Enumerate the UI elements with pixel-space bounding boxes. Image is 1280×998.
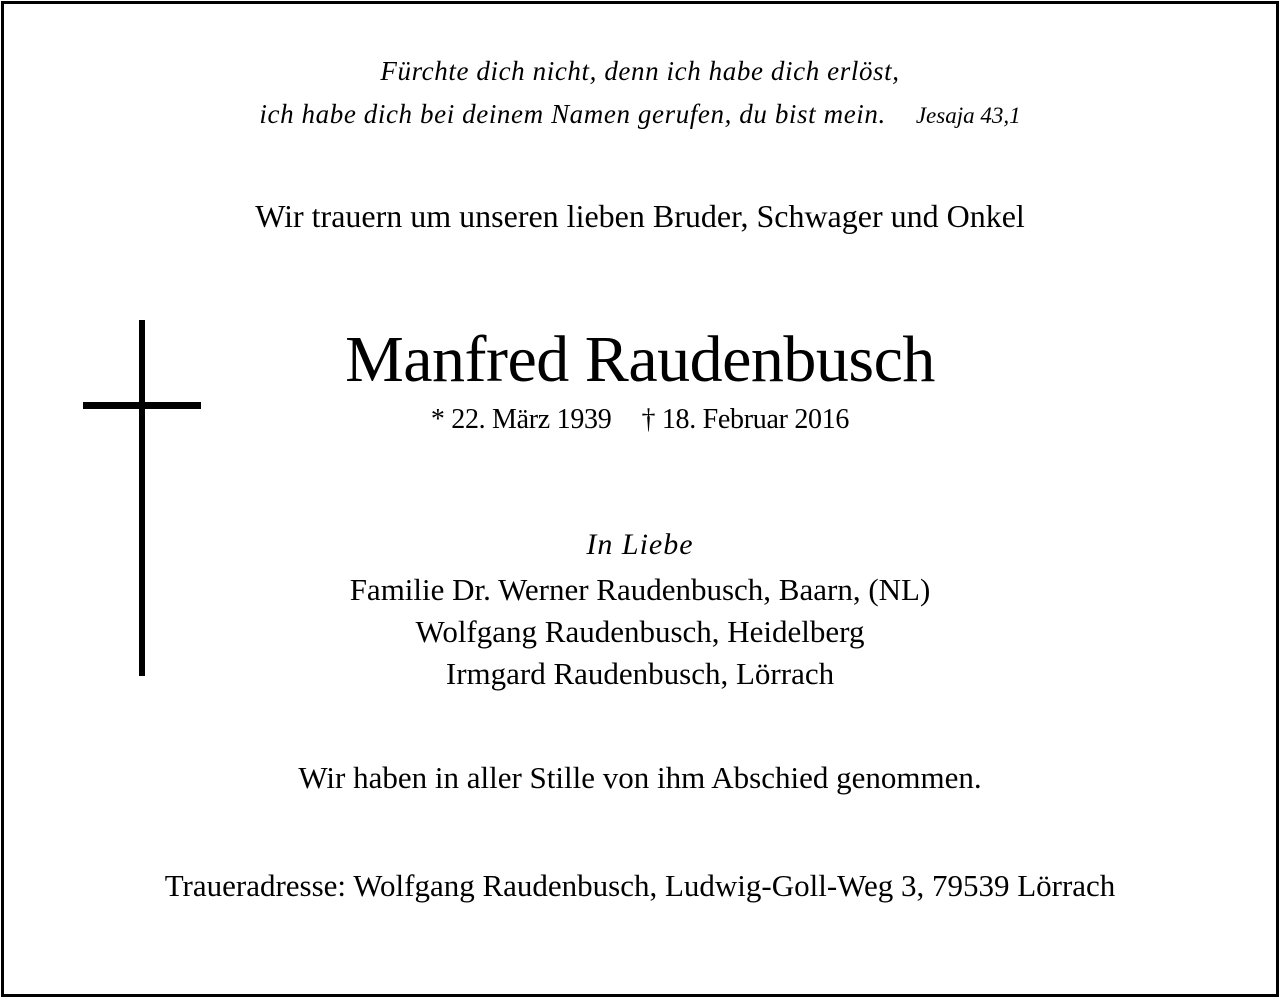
mourners-heading: In Liebe bbox=[586, 528, 694, 561]
death-date: † 18. Februar 2016 bbox=[641, 404, 850, 435]
mourner-name: Irmgard Raudenbusch, Lörrach bbox=[445, 656, 835, 691]
farewell-statement: Wir haben in aller Stille von ihm Abschied genommen. bbox=[298, 760, 982, 795]
life-dates bbox=[0, 404, 1280, 436]
bible-verse-text: ich habe dich bei deinem Namen gerufen, du bist mein. bbox=[259, 99, 886, 129]
bible-verse-line-2 bbox=[0, 99, 1280, 130]
mourning-intro: Wir trauern um unseren lieben Bruder, Schwager und Onkel bbox=[255, 198, 1025, 234]
birth-date: * 22. März 1939 bbox=[430, 404, 612, 435]
bible-verse-line-1: Fürchte dich nicht, denn ich habe dich erlöst, bbox=[380, 56, 900, 86]
deceased-name: Manfred Raudenbusch bbox=[345, 323, 935, 396]
bible-verse-reference: Jesaja 43,1 bbox=[915, 103, 1021, 128]
mourner-name: Familie Dr. Werner Raudenbusch, Baarn, (NL) bbox=[349, 572, 931, 607]
mourner-name: Wolfgang Raudenbusch, Heidelberg bbox=[415, 614, 865, 649]
mourning-address: Traueradresse: Wolfgang Raudenbusch, Ludwig-Goll-Weg 3, 79539 Lörrach bbox=[164, 868, 1116, 903]
